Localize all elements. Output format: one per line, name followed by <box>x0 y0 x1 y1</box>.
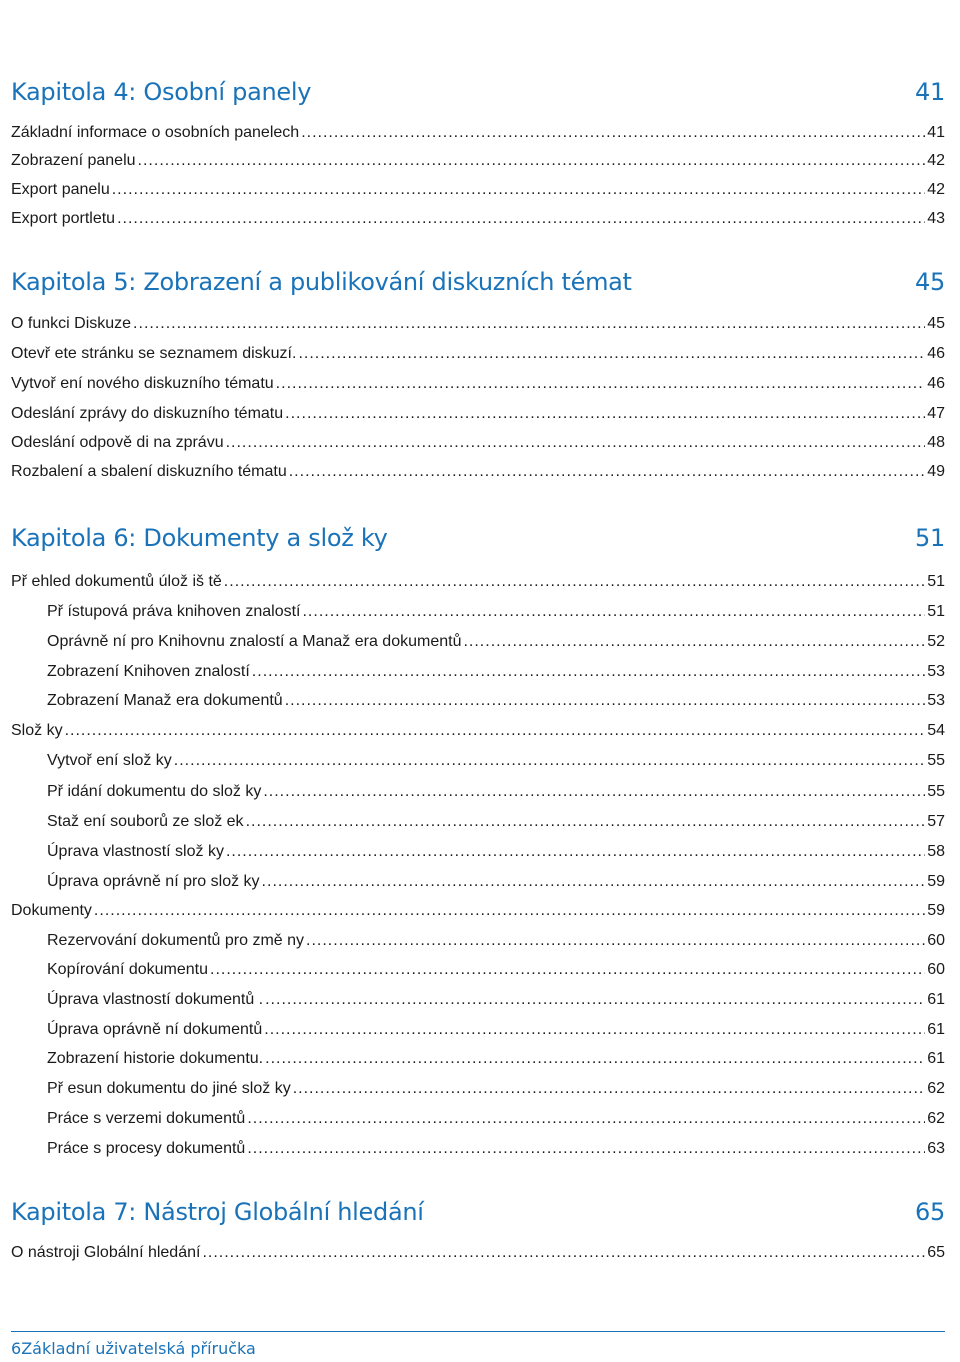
toc-entry[interactable] <box>11 1242 945 1264</box>
toc-entry-label: Zobrazení Manaž era dokumentů <box>47 692 283 709</box>
dot-leader <box>247 1138 925 1160</box>
dot-leader <box>202 1242 925 1264</box>
dot-leader <box>210 959 925 981</box>
toc-subentry[interactable] <box>47 871 945 893</box>
dot-leader <box>138 150 926 172</box>
toc-entry[interactable] <box>11 150 945 172</box>
toc-entry[interactable] <box>11 208 945 230</box>
dot-leader <box>246 811 926 833</box>
toc-entry-label: Odeslání zprávy do diskuzního tématu <box>11 405 284 422</box>
dot-leader <box>112 179 925 201</box>
toc-entry-page: 58 <box>927 843 945 860</box>
toc-entry-page: 61 <box>927 991 945 1008</box>
toc-entry-label: Staž ení souborů ze slož ek <box>47 813 244 830</box>
toc-entry-page: 54 <box>927 722 945 739</box>
toc-entry-page: 45 <box>927 315 945 332</box>
dot-leader <box>293 1078 926 1100</box>
dot-leader <box>276 373 926 395</box>
toc-entry-page: 41 <box>927 124 945 141</box>
toc-subentry[interactable] <box>47 930 945 952</box>
toc-entry-label: Práce s procesy dokumentů <box>47 1140 246 1157</box>
toc-entry-page: 62 <box>927 1080 945 1097</box>
chapter-title: Kapitola 6: Dokumenty a slož ky <box>11 524 388 552</box>
toc-entry-label: Zobrazení historie dokumentu. <box>47 1050 264 1067</box>
toc-entry[interactable] <box>11 179 945 201</box>
toc-entry-label: Vytvoř ení slož ky <box>47 752 172 769</box>
toc-entry[interactable] <box>11 461 945 483</box>
toc-entry[interactable] <box>11 900 945 922</box>
toc-entry-label: Otevř ete stránku se seznamem diskuzí. <box>11 345 297 362</box>
chapter-heading[interactable] <box>11 268 945 296</box>
toc-entry-label: Export portletu <box>11 210 116 227</box>
toc-subentry[interactable] <box>47 1019 945 1041</box>
toc-entry-page: 62 <box>927 1110 945 1127</box>
toc-entry[interactable] <box>11 720 945 742</box>
dot-leader <box>262 871 926 893</box>
dot-leader <box>252 661 925 683</box>
toc-entry-page: 53 <box>927 692 945 709</box>
dot-leader <box>301 122 925 144</box>
toc-subentry[interactable] <box>47 690 945 712</box>
toc-subentry[interactable] <box>47 841 945 863</box>
toc-entry-page: 43 <box>927 210 945 227</box>
dot-leader <box>263 781 925 803</box>
toc-entry-page: 59 <box>927 873 945 890</box>
toc-entry[interactable] <box>11 343 945 365</box>
dot-leader <box>463 631 925 653</box>
toc-entry[interactable] <box>11 122 945 144</box>
toc-entry-label: Dokumenty <box>11 902 92 919</box>
toc-entry-label: Oprávně ní pro Knihovnu znalostí a Manaž era dokumentů <box>47 633 462 650</box>
dot-leader <box>117 208 925 230</box>
toc-entry-label: Vytvoř ení nového diskuzního tématu <box>11 375 274 392</box>
toc-subentry[interactable] <box>47 1078 945 1100</box>
toc-entry-label: Základní informace o osobních panelech <box>11 124 300 141</box>
dot-leader <box>247 1108 925 1130</box>
toc-entry-label: Zobrazení Knihoven znalostí <box>47 663 250 680</box>
footer-divider <box>11 1331 945 1332</box>
toc-entry-label: Odeslání odpově di na zprávu <box>11 434 224 451</box>
toc-entry-page: 65 <box>927 1244 945 1261</box>
dot-leader <box>133 313 925 335</box>
toc-entry-label: Zobrazení panelu <box>11 152 136 169</box>
dot-leader <box>265 989 925 1011</box>
chapter-title: Kapitola 5: Zobrazení a publikování diskuzních témat <box>11 268 632 296</box>
toc-entry-label: O nástroji Globální hledání <box>11 1244 201 1261</box>
toc-entry-page: 60 <box>927 932 945 949</box>
toc-entry-label: Úprava oprávně ní pro slož ky <box>47 873 260 890</box>
toc-entry-label: Práce s verzemi dokumentů <box>47 1110 246 1127</box>
dot-leader <box>224 571 925 593</box>
toc-entry[interactable] <box>11 373 945 395</box>
toc-entry-page: 60 <box>927 961 945 978</box>
toc-subentry[interactable] <box>47 811 945 833</box>
toc-entry-page: 51 <box>927 573 945 590</box>
toc-entry-label: Úprava oprávně ní dokumentů <box>47 1021 263 1038</box>
toc-subentry[interactable] <box>47 989 945 1011</box>
dot-leader <box>302 601 925 623</box>
toc-entry-label: O funkci Diskuze <box>11 315 132 332</box>
toc-entry-label: Rezervování dokumentů pro změ ny <box>47 932 305 949</box>
toc-entry-page: 57 <box>927 813 945 830</box>
toc-entry-page: 55 <box>927 752 945 769</box>
toc-subentry[interactable] <box>47 750 945 772</box>
toc-entry-label: Slož ky <box>11 722 63 739</box>
toc-entry-page: 63 <box>927 1140 945 1157</box>
toc-entry-label: Př ístupová práva knihoven znalostí <box>47 603 301 620</box>
dot-leader <box>226 841 925 863</box>
chapter-title: Kapitola 4: Osobní panely <box>11 78 312 106</box>
toc-subentry[interactable] <box>47 781 945 803</box>
toc-entry-page: 53 <box>927 663 945 680</box>
toc-subentry[interactable] <box>47 1108 945 1130</box>
dot-leader <box>265 1048 925 1070</box>
toc-entry-page: 51 <box>927 603 945 620</box>
toc-entry-label: Rozbalení a sbalení diskuzního tématu <box>11 463 287 480</box>
toc-entry-label: Př idání dokumentu do slož ky <box>47 783 262 800</box>
toc-entry[interactable] <box>11 432 945 454</box>
dot-leader <box>174 750 925 772</box>
toc-entry-page: 52 <box>927 633 945 650</box>
toc-subentry[interactable] <box>47 661 945 683</box>
dot-leader <box>285 690 926 712</box>
toc-entry-label: Úprava vlastností dokumentů . <box>47 991 264 1008</box>
toc-entry-page: 48 <box>927 434 945 451</box>
toc-entry-page: 46 <box>927 375 945 392</box>
chapter-page: 45 <box>915 268 945 296</box>
toc-subentry[interactable] <box>47 1048 945 1070</box>
dot-leader <box>298 343 925 365</box>
dot-leader <box>65 720 926 742</box>
dot-leader <box>94 900 925 922</box>
toc-entry-page: 49 <box>927 463 945 480</box>
toc-entry-label: Př ehled dokumentů úlož iš tě <box>11 573 222 590</box>
chapter-heading[interactable] <box>11 1198 945 1226</box>
chapter-page: 41 <box>915 78 945 106</box>
toc-entry-label: Kopírování dokumentu <box>47 961 208 978</box>
toc-entry-page: 42 <box>927 152 945 169</box>
chapter-page: 51 <box>915 524 945 552</box>
footer-title: Základní uživatelská příručka <box>21 1339 256 1358</box>
dot-leader <box>264 1019 925 1041</box>
dot-leader <box>306 930 925 952</box>
toc-entry-label: Př esun dokumentu do jiné slož ky <box>47 1080 291 1097</box>
toc-subentry[interactable] <box>47 601 945 623</box>
dot-leader <box>285 403 925 425</box>
toc-entry-label: Export panelu <box>11 181 110 198</box>
chapter-heading[interactable] <box>11 524 945 552</box>
page-footer <box>11 1339 256 1358</box>
toc-subentry[interactable] <box>47 631 945 653</box>
toc-subentry[interactable] <box>47 1138 945 1160</box>
toc-entry-page: 47 <box>927 405 945 422</box>
toc-entry-page: 61 <box>927 1050 945 1067</box>
toc-entry[interactable] <box>11 571 945 593</box>
toc-entry-label: Úprava vlastností slož ky <box>47 843 224 860</box>
chapter-heading[interactable] <box>11 78 945 106</box>
footer-page-number: 6 <box>11 1339 22 1358</box>
toc-entry[interactable] <box>11 403 945 425</box>
toc-entry-page: 61 <box>927 1021 945 1038</box>
dot-leader <box>226 432 926 454</box>
chapter-page: 65 <box>915 1198 945 1226</box>
toc-entry-page: 46 <box>927 345 945 362</box>
toc-entry-page: 59 <box>927 902 945 919</box>
chapter-title: Kapitola 7: Nástroj Globální hledání <box>11 1198 424 1226</box>
toc-entry-page: 55 <box>927 783 945 800</box>
toc-entry[interactable] <box>11 313 945 335</box>
dot-leader <box>289 461 925 483</box>
toc-subentry[interactable] <box>47 959 945 981</box>
toc-entry-page: 42 <box>927 181 945 198</box>
